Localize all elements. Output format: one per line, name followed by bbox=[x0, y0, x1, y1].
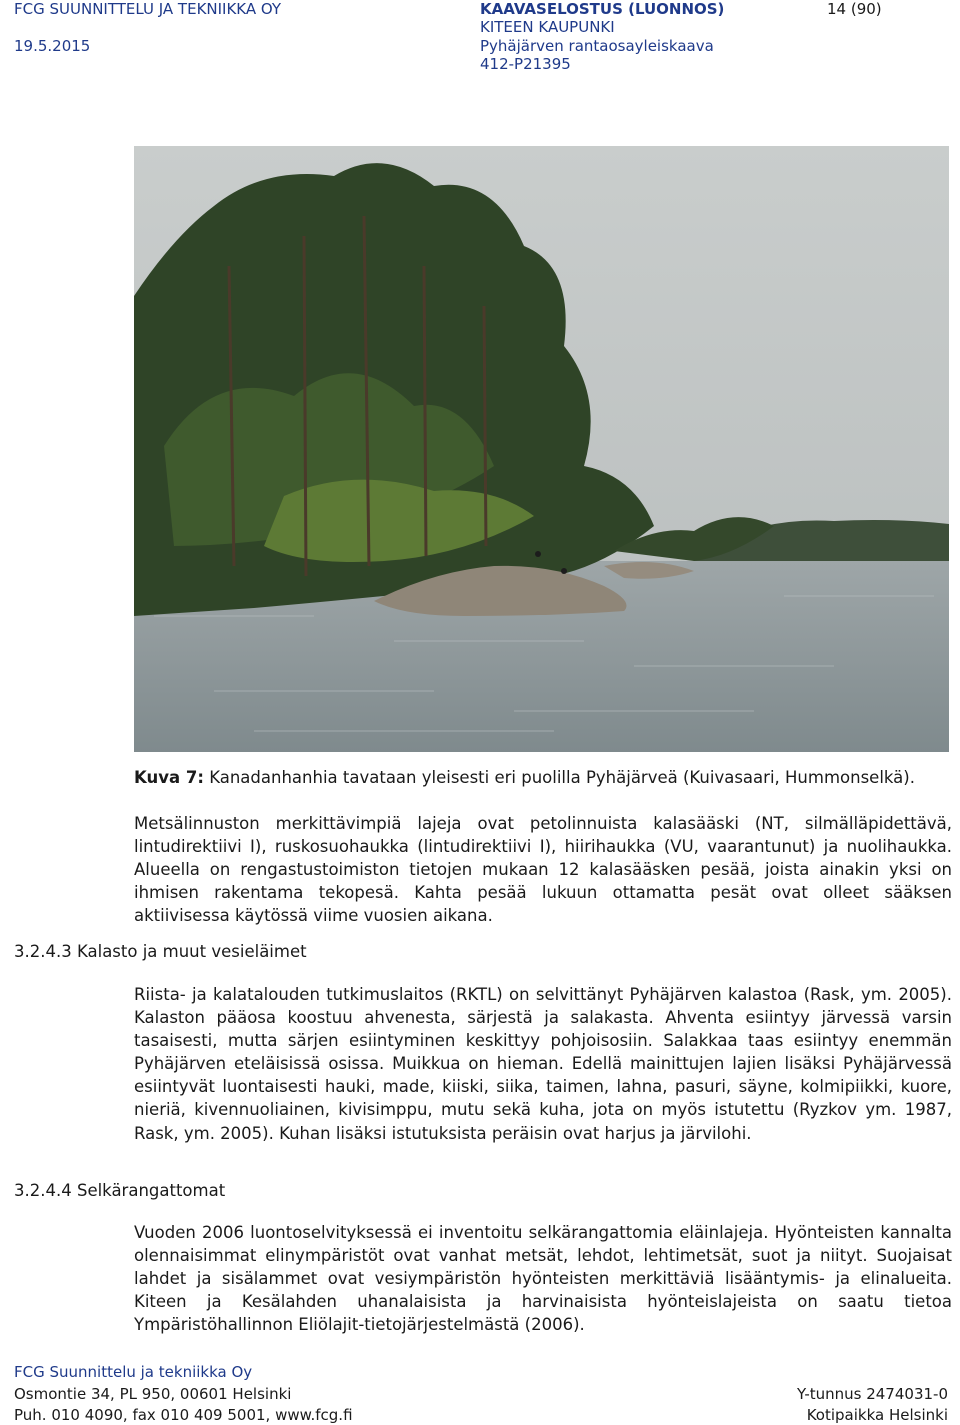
header-client: KITEEN KAUPUNKI bbox=[480, 18, 615, 36]
figure-caption-label: Kuva 7: bbox=[134, 768, 204, 787]
header-doc-title: KAAVASELOSTUS (LUONNOS) bbox=[480, 0, 725, 18]
header-date: 19.5.2015 bbox=[14, 37, 91, 55]
header-page-number: 14 (90) bbox=[827, 0, 882, 18]
section-heading-fish: 3.2.4.3 Kalasto ja muut vesieläimet bbox=[14, 942, 307, 961]
figure-caption bbox=[134, 767, 954, 789]
paragraph-fish: Riista- ja kalatalouden tutkimuslaitos (RKTL) on selvittänyt Pyhäjärven kalastoa (Rask, ym. 2005). Kalaston pääosa koostuu ahvenesta, särjestä ja salakasta. Ahventa esiintyy järvessä varsin tasaisesti, mutta särjen esiintyminen keskittyy pohjoisosiin. Salakkaa taas esiintyy enemmän Pyhäjärven eteläisissä osissa. Muikkua on hieman. Edellä mainittujen lajien lisäksi Pyhäjärvessä esiintyvät luontaisesti hauki, made, kiiski, siika, taimen, lahna, pasuri, säyne, kolmipiikki, kuore, nieriä, kivennuoliainen, kivisimppu, mutu sekä kuha, jota on myös istutettu (Ryzkov ym. 1987, Rask, ym. 2005). Kuhan lisäksi istutuksista peräisin ovat harjus ja järvilohi. bbox=[134, 985, 952, 1143]
footer-phone: Puh. 010 4090, fax 010 409 5001, www.fcg.fi bbox=[14, 1406, 353, 1424]
footer-business-id: Y-tunnus 2474031-0 bbox=[796, 1385, 948, 1403]
figure-photo bbox=[134, 146, 949, 752]
footer-domicile: Kotipaikka Helsinki bbox=[806, 1406, 948, 1424]
footer-company: FCG Suunnittelu ja tekniikka Oy bbox=[14, 1363, 253, 1381]
section-heading-invertebrates: 3.2.4.4 Selkärangattomat bbox=[14, 1181, 226, 1200]
header-project-code: 412-P21395 bbox=[480, 55, 571, 73]
paragraph-birds: Metsälinnuston merkittävimpiä lajeja ovat petolinnuista kalasääski (NT, silmälläpidettävä, lintudirektiivi I), ruskosuohaukka (lintudirektiivi I), hiirihaukka (VU, vaarantunut) ja nuolihaukka. Alueella on rengastustoimiston tietojen mukaan 12 kalasääsken pesää, joista ainakin yksi on ihmisen rakentama tekopesä. Kahta pesää lukuun ottamatta pesät ovat olleet sääksen aktiivisessa käytössä viime vuosien aikana. bbox=[134, 814, 952, 926]
header-company: FCG SUUNNITTELU JA TEKNIIKKA OY bbox=[14, 0, 282, 18]
figure-caption-text: Kanadanhanhia tavataan yleisesti eri puolilla Pyhäjärveä (Kuivasaari, Hummonselkä). bbox=[203, 768, 915, 787]
footer-address: Osmontie 34, PL 950, 00601 Helsinki bbox=[14, 1385, 292, 1403]
paragraph-invertebrates: Vuoden 2006 luontoselvityksessä ei inventoitu selkärangattomia eläinlajeja. Hyönteisten kannalta olennaisimmat elinympäristöt ovat vanhat metsät, lehdot, lehtimetsät, suot ja niityt. Suojaisat lahdet ja sisälammet ovat vesiympäristön hyönteisten merkittäviä lisääntymis- ja elinalueita. Kiteen ja Kesälahden uhanalaisista ja harvinaisista hyönteislajeista on saatu tietoa Ympäristöhallinnon Eliölajit-tietojärjestelmästä (2006). bbox=[134, 1223, 952, 1335]
lake-island-photo bbox=[134, 146, 949, 752]
header-project: Pyhäjärven rantaosayleiskaava bbox=[480, 37, 714, 55]
